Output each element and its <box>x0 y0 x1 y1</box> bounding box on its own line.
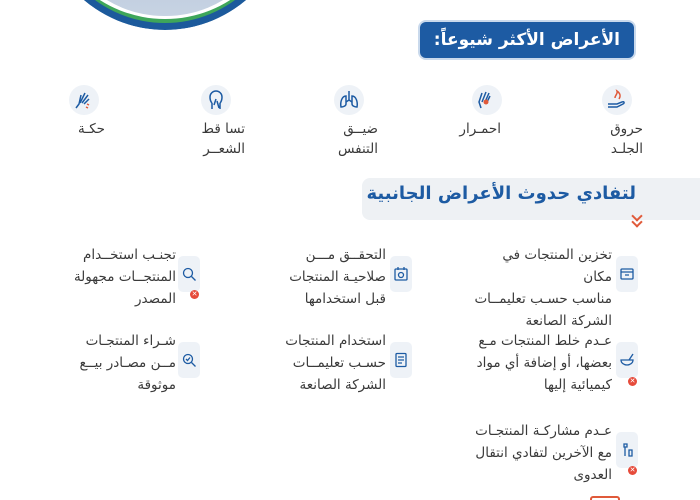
tip-storage: تخزين المنتجات في مكان مناسب حسـب تعليمــات الشركة الصانعة <box>474 247 612 329</box>
tip-avoid-unknown-source: تجنـب استخــدام المنتجــات مجهولة المصدر <box>73 247 176 307</box>
itchy-hand-icon <box>69 85 99 115</box>
header-decorative-arc <box>40 0 290 30</box>
calendar-check-icon <box>390 256 412 292</box>
storage-box-icon <box>616 256 638 292</box>
lungs-icon <box>334 85 364 115</box>
tip-buy-trusted-sources: شـراء المنتجـات مــن مصـادر بيــع موثوقة <box>79 333 176 393</box>
tip-no-sharing: عـدم مشاركـة المنتجـات مع الآخرين لتفادي انتقال العدوى <box>475 423 612 483</box>
instructions-document-icon <box>390 342 412 378</box>
prohibited-badge-icon: ✕ <box>629 377 636 385</box>
prevention-title: لتفادي حدوث الأعراض الجانبية <box>366 183 636 204</box>
tip-no-mixing: عـدم خلط المنتجات مـع بعضها، أو إضافة أي مواد كيميائية إليها <box>476 333 612 393</box>
mortar-mixing-icon <box>616 342 638 378</box>
tip-follow-instructions: استخدام المنتجات حسـب تعليمــات الشركة الصانعة <box>285 333 386 393</box>
tip-check-expiry: التحقــق مـــن صلاحيـة المنتجات قبل استخدامها <box>289 247 386 307</box>
prohibited-badge-icon: ✕ <box>629 466 636 474</box>
redness-hand-icon <box>472 85 502 115</box>
sharing-products-icon <box>616 432 638 468</box>
common-symptoms-title <box>420 22 634 58</box>
common-symptoms-title-text: الأعراض الأكثر شيوعاً: <box>433 30 620 50</box>
hair-loss-icon <box>201 85 231 115</box>
burn-hand-icon <box>602 85 632 115</box>
symptoms-row: حروق الجلـد احمـرار ضيــق التنفس تسا قط الشعــر حكـة <box>0 85 700 165</box>
chevron-down-icon <box>632 214 642 226</box>
decorative-bottom-mark <box>590 496 620 500</box>
prohibited-badge-icon: ✕ <box>191 290 198 298</box>
magnifier-check-icon <box>178 342 200 378</box>
prevention-section-header <box>362 178 700 220</box>
magnifier-question-icon <box>178 256 200 292</box>
